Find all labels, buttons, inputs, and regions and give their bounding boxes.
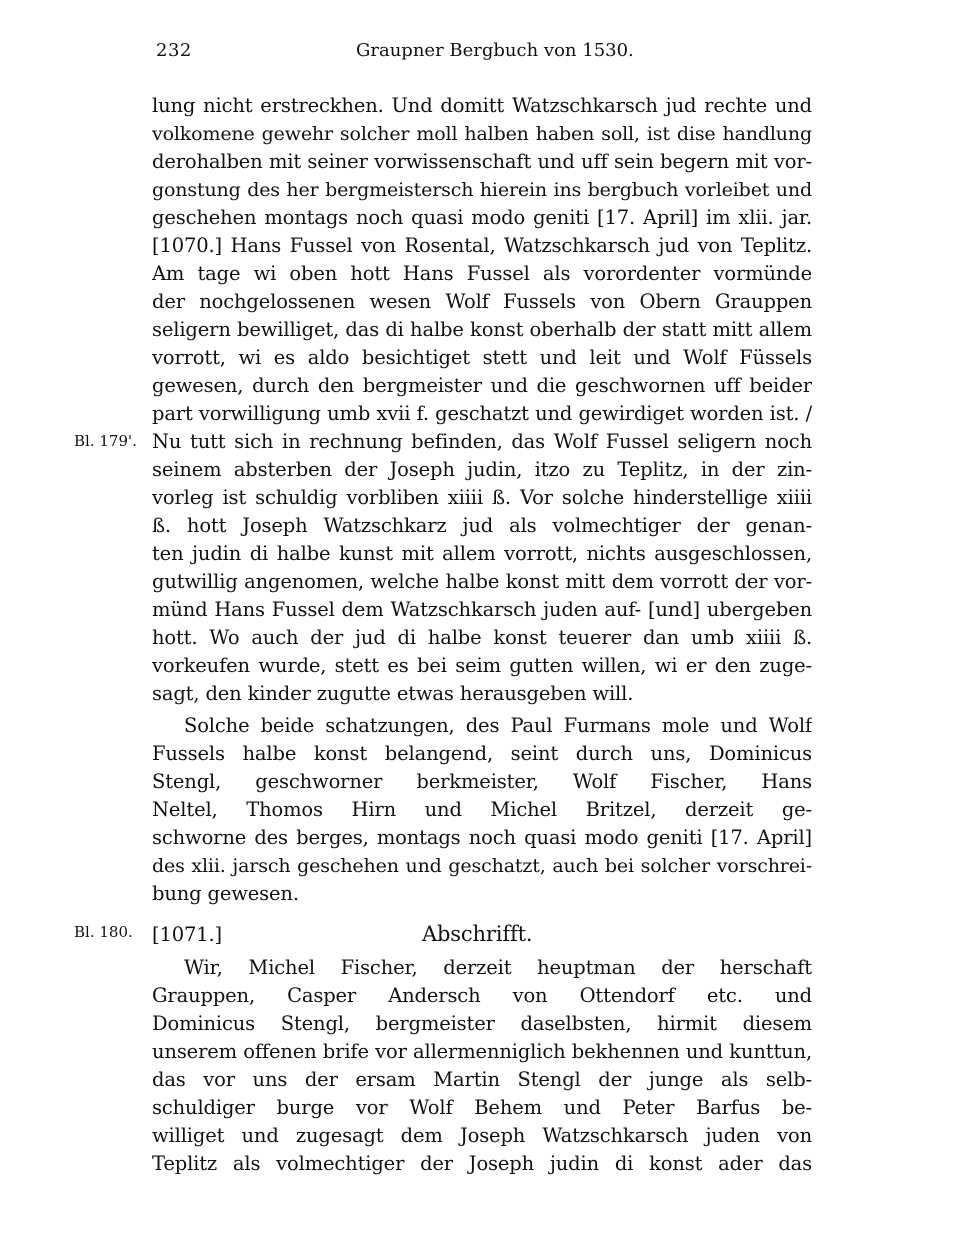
text-line: ten judin di halbe kunst mit allem vorrott, nichts ausgeschlossen, [152, 542, 812, 565]
text-line: das vor uns der ersam Martin Stengl der junge als selb- [152, 1068, 812, 1091]
text-line: volkomene gewehr solcher moll halben haben soll, ist dise handlung [152, 123, 812, 145]
text-line: seinem absterben der Joseph judin, itzo zu Teplitz, in der zin- [152, 458, 812, 481]
margin-note-folio-180: Bl. 180. [74, 923, 133, 941]
text-line: williget und zugesagt dem Joseph Watzschkarsch juden von [152, 1124, 812, 1147]
text-line: geschehen montags noch quasi modo geniti [17. April] im xlii. jar. [152, 206, 812, 229]
text-line: vorrott, wi es aldo besichtiget stett und leit und Wolf Füssels [152, 346, 812, 369]
page-number: 232 [156, 40, 192, 61]
entry-1070 [152, 232, 812, 708]
text-line: Am tage wi oben hott Hans Fussel als vorordenter vormünde [152, 262, 812, 285]
text-line: Stengl, geschworner berkmeister, Wolf Fischer, Hans [152, 770, 812, 793]
entry-title: Abschrifft. [422, 922, 533, 946]
entry-number: [1071.] [152, 923, 222, 946]
text-line: Neltel, Thomos Hirn und Michel Britzel, derzeit ge- [152, 798, 812, 821]
text-line: der nochgelossenen wesen Wolf Fussels von Obern Grauppen [152, 290, 812, 313]
text-line: vorleg ist schuldig vorbliben xiiii ß. Vor solche hinderstellige xiiii [152, 486, 812, 509]
text-line: Nu tutt sich in rechnung befinden, das Wolf Fussel seligern noch [152, 430, 812, 453]
margin-note-folio-179v: Bl. 179'. [74, 432, 137, 450]
text-line: Wir, Michel Fischer, derzeit heuptman der herschaft [184, 956, 812, 979]
text-line: gewesen, durch den bergmeister und die geschwornen uff beider [152, 374, 812, 397]
paragraph-1 [152, 92, 812, 232]
text-line: Fussels halbe konst belangend, seint durch uns, Dominicus [152, 742, 812, 765]
entry-1071-text [152, 954, 812, 1178]
text-line: derohalben mit seiner vorwissenschaft und uff sein begern mit vor- [152, 150, 812, 173]
text-line: Solche beide schatzungen, des Paul Furmans mole und Wolf [184, 714, 812, 737]
text-line: bung gewesen. [152, 882, 299, 905]
text-line: des xlii. jarsch geschehen und geschatzt, auch bei solcher vorschrei- [152, 855, 812, 877]
page-header [150, 40, 810, 74]
running-head: Graupner Bergbuch von 1530. [356, 40, 634, 61]
text-line: Teplitz als volmechtiger der Joseph judin di konst ader das [152, 1152, 812, 1175]
entry-1071-heading [152, 914, 812, 954]
text-line: lung nicht erstreckhen. Und domitt Watzschkarsch jud rechte und [152, 94, 812, 117]
text-line: gutwillig angenomen, welche halbe konst mitt dem vorrott der vor- [152, 570, 812, 593]
text-line: Dominicus Stengl, bergmeister daselbsten, hirmit diesem [152, 1012, 812, 1035]
text-line: Grauppen, Casper Andersch von Ottendorf etc. und [152, 984, 812, 1007]
text-line: schuldiger burge vor Wolf Behem und Peter Barfus be- [152, 1096, 812, 1119]
text-line: seligern bewilliget, das di halbe konst oberhalb der statt mitt allem [152, 318, 812, 341]
text-line: gonstung des her bergmeistersch hierein ins bergbuch vorleibet und [152, 179, 812, 201]
entry-1070-title-line: [1070.] Hans Fussel von Rosental, Watzschkarsch jud von Teplitz. [152, 234, 812, 257]
text-line: sagt, den kinder zugutte etwas herausgeben will. [152, 682, 634, 705]
text-line: unserem offenen brife vor allermenniglich bekhennen und kunttun, [152, 1040, 812, 1063]
text-line: hott. Wo auch der jud di halbe konst teuerer dan umb xiiii ß. [152, 626, 812, 649]
paragraph-3 [152, 712, 812, 908]
text-line: ß. hott Joseph Watzschkarz jud als volmechtiger der genan- [152, 514, 812, 537]
text-line: part vorwilligung umb xvii f. geschatzt und gewirdiget worden ist. / [152, 402, 812, 425]
text-line: schworne des berges, montags noch quasi modo geniti [17. April] [152, 826, 812, 849]
body-text [152, 92, 812, 1178]
text-line: vorkeufen wurde, stett es bei seim gutten willen, wi er den zuge- [152, 654, 812, 677]
text-line: münd Hans Fussel dem Watzschkarsch juden auf- [und] ubergeben [152, 598, 812, 621]
